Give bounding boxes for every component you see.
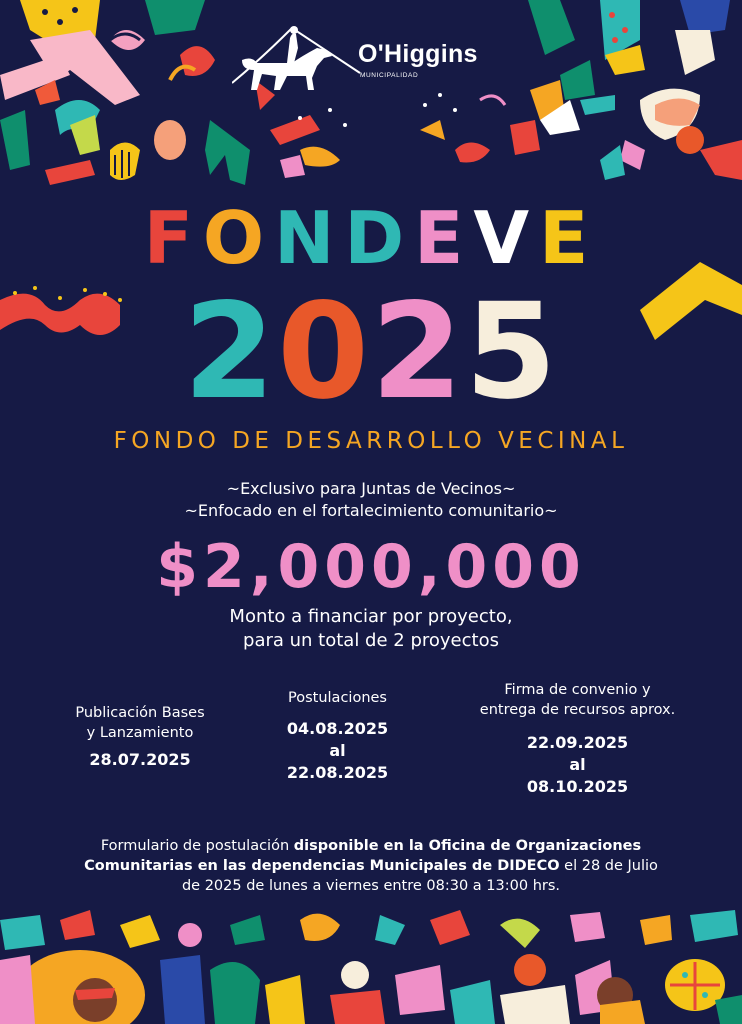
- publication-date: 28.07.2025: [89, 750, 191, 769]
- title-letter: N: [274, 196, 345, 280]
- year-digit: 0: [277, 275, 371, 429]
- applications-from-date: 04.08.2025: [286, 719, 389, 738]
- agreement-from-date: 22.09.2025: [526, 733, 629, 752]
- form-intro: Formulario de postulación: [100, 838, 290, 854]
- publication-label-1: Publicación Bases: [75, 705, 205, 721]
- fondeve-title: [0, 196, 742, 280]
- applications-date-block: [255, 688, 420, 784]
- form-location-1: disponible en la Oficina de Organizaciones: [293, 838, 642, 854]
- funding-description-line1: Monto a financiar por proyecto,: [229, 606, 513, 627]
- agreement-label-1: Firma de convenio y: [504, 682, 651, 698]
- title-letter: D: [344, 196, 415, 280]
- logo-subtitle: MUNICIPALIDAD: [360, 72, 419, 79]
- title-letter: V: [473, 196, 540, 280]
- year-title: [0, 275, 742, 429]
- publication-date-block: [40, 703, 240, 771]
- form-location-2: Comunitarias en las dependencias Municipales de DIDECO: [84, 858, 560, 874]
- application-form-info: [30, 836, 712, 896]
- applications-to-date: 22.08.2025: [286, 763, 389, 782]
- year-digit: 5: [464, 275, 559, 429]
- form-date: el 28 de Julio: [564, 858, 658, 874]
- fund-subtitle: FONDO DE DESARROLLO VECINAL: [113, 428, 629, 454]
- horse-rider-icon: [232, 18, 362, 90]
- title-letter: O: [202, 196, 275, 280]
- agreement-date-block: [440, 680, 715, 798]
- publication-label-2: y Lanzamiento: [86, 725, 194, 741]
- title-letter: E: [539, 196, 599, 280]
- bottom-decoration: [0, 910, 742, 1024]
- title-letter: F: [143, 196, 203, 280]
- applications-separator: al: [329, 741, 346, 760]
- funding-amount: $2,000,000: [156, 532, 586, 602]
- logo-name: O'Higgins: [358, 40, 478, 68]
- form-hours: de 2025 de lunes a viernes entre 08:30 a 13:00 hrs.: [181, 878, 561, 894]
- funding-description-line2: para un total de 2 proyectos: [243, 630, 499, 651]
- year-digit: 2: [183, 275, 278, 429]
- focus-line: ~Enfocado en el fortalecimiento comunitario~: [184, 501, 558, 520]
- title-letter: E: [414, 196, 474, 280]
- year-digit: 2: [371, 275, 465, 429]
- agreement-separator: al: [569, 755, 586, 774]
- exclusive-line: ~Exclusivo para Juntas de Vecinos~: [226, 479, 516, 498]
- agreement-label-2: entrega de recursos aprox.: [479, 702, 676, 718]
- applications-label: Postulaciones: [288, 690, 387, 706]
- agreement-to-date: 08.10.2025: [526, 777, 629, 796]
